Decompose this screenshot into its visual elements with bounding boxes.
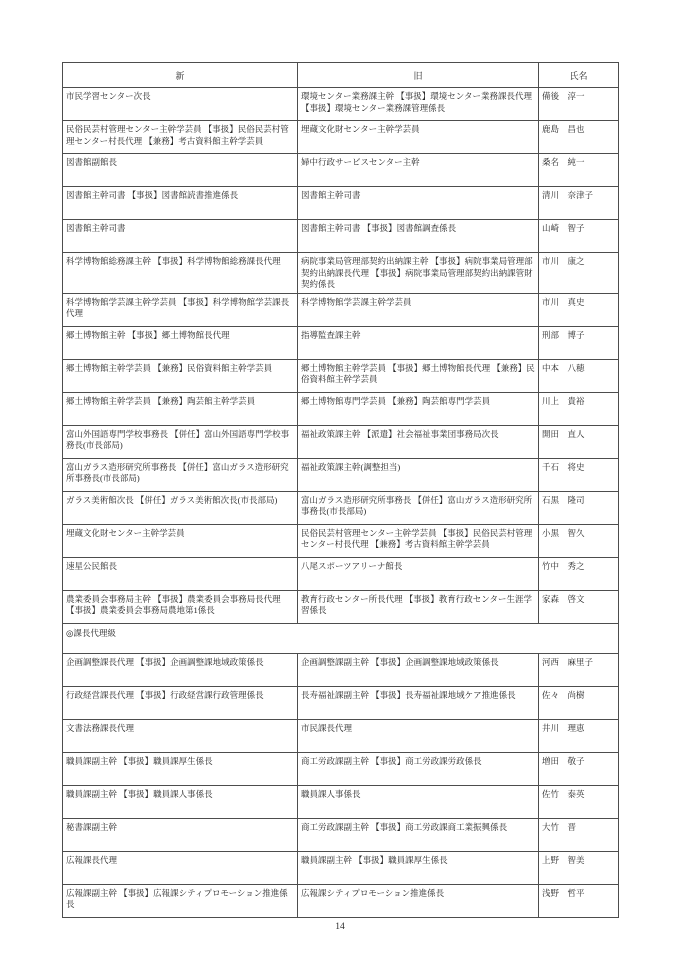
cell-new-position-container — [63, 154, 298, 187]
cell-new-position-container — [63, 220, 298, 253]
cell-person-name-container — [539, 719, 619, 752]
cell-new-position: 図書館副館長 — [66, 157, 118, 167]
cell-new-position: 広報課副主幹 【事扱】広報課シティプロモーション推進係長 — [66, 887, 288, 909]
cell-new-position-container — [63, 785, 298, 818]
cell-person-name: 上野 智美 — [542, 854, 585, 865]
page-number: 14 — [335, 922, 345, 932]
cell-new-position: 職員課副主幹 【事扱】職員課厚生係長 — [66, 755, 213, 766]
cell-old-position: 市民課長代理 — [301, 722, 353, 733]
cell-old-position: 教育行政センター所長代理 【事扱】教育行政センター生涯学習係長 — [301, 593, 532, 615]
cell-person-name-container — [539, 187, 619, 220]
cell-new-position: 図書館主幹司書 — [66, 223, 126, 233]
cell-person-name-container — [539, 884, 619, 917]
column-header-new: 新 — [63, 63, 298, 88]
cell-old-position-container — [298, 293, 539, 326]
cell-person-name: 河西 麻里子 — [542, 656, 594, 667]
cell-new-position: 埋蔵文化財センター主幹学芸員 — [66, 527, 185, 538]
cell-old-position-container — [298, 425, 539, 458]
cell-person-name: 増田 敬子 — [542, 755, 585, 766]
cell-person-name: 浅野 哲平 — [542, 887, 585, 898]
cell-old-position: 職員課副主幹 【事扱】職員課厚生係長 — [301, 854, 448, 865]
cell-person-name: 刑部 博子 — [542, 329, 585, 340]
cell-old-position-container — [298, 121, 539, 154]
cell-new-position-container — [63, 326, 298, 359]
cell-old-position-container — [298, 884, 539, 917]
table-row — [63, 154, 619, 187]
cell-new-position: 企画調整課長代理 【事扱】企画調整課地域政策係長 — [66, 656, 264, 667]
cell-old-position: 科学博物館学芸課主幹学芸員 — [301, 296, 412, 307]
column-header-name: 氏名 — [539, 63, 619, 88]
cell-new-position-container — [63, 392, 298, 425]
cell-person-name: 備後 淳一 — [542, 91, 585, 101]
cell-old-position-container — [298, 653, 539, 686]
cell-old-position-container — [298, 359, 539, 392]
cell-new-position-container — [63, 686, 298, 719]
cell-new-position: 郷土博物館主幹学芸員 【兼務】陶芸館主幹学芸員 — [66, 395, 256, 406]
cell-person-name-container — [539, 524, 619, 557]
cell-person-name-container — [539, 326, 619, 359]
cell-new-position: 民俗民芸村管理センター主幹学芸員 【事扱】民俗民芸村管理センター村長代理 【兼務】考古資料館主幹学芸員 — [66, 124, 289, 146]
cell-old-position: 福祉政策課主幹(調整担当) — [301, 461, 401, 472]
cell-new-position-container — [63, 253, 298, 294]
cell-old-position-container — [298, 686, 539, 719]
cell-person-name: 佐竹 泰英 — [542, 788, 585, 799]
cell-new-position-container — [63, 187, 298, 220]
cell-person-name: 山崎 智子 — [542, 223, 585, 233]
cell-new-position-container — [63, 491, 298, 524]
cell-old-position: 企画調整課副主幹 【事扱】企画調整課地域政策係長 — [301, 656, 499, 667]
cell-old-position-container — [298, 818, 539, 851]
cell-person-name: 鹿島 昌也 — [542, 124, 585, 134]
table-row — [63, 88, 619, 121]
table-row — [63, 392, 619, 425]
cell-old-position-container — [298, 524, 539, 557]
table-row — [63, 557, 619, 590]
cell-person-name-container — [539, 253, 619, 294]
table-row — [63, 884, 619, 917]
cell-new-position: 速星公民館長 — [66, 560, 118, 571]
table-row — [63, 326, 619, 359]
cell-person-name-container — [539, 491, 619, 524]
section-label: ◎課長代理級 — [66, 627, 116, 638]
cell-new-position-container — [63, 851, 298, 884]
cell-person-name: 千石 将史 — [542, 461, 585, 472]
cell-old-position: 郷土博物館専門学芸員 【兼務】陶芸館専門学芸員 — [301, 395, 491, 406]
cell-old-position: 婦中行政サービスセンター主幹 — [301, 157, 420, 167]
cell-old-position: 民俗民芸村管理センター主幹学芸員 【事扱】民俗民芸村管理センター村長代理 【兼務】考古資料館主幹学芸員 — [301, 527, 533, 549]
cell-new-position-container — [63, 121, 298, 154]
cell-old-position: 広報課シティプロモーション推進係長 — [301, 887, 445, 898]
table-row — [63, 253, 619, 294]
cell-person-name-container — [539, 293, 619, 326]
cell-new-position-container — [63, 557, 298, 590]
cell-person-name: 井川 理恵 — [542, 722, 585, 733]
cell-old-position: 商工労政課副主幹 【事扱】商工労政課労政係長 — [301, 755, 482, 766]
cell-new-position: 職員課副主幹 【事扱】職員課人事係長 — [66, 788, 213, 799]
cell-old-position: 図書館主幹司書 【事扱】図書館調査係長 — [301, 223, 457, 233]
table-row — [63, 719, 619, 752]
cell-new-position: 富山外国語専門学校事務長 【併任】富山外国語専門学校事務長(市長部局) — [66, 428, 290, 450]
cell-old-position: 指導監査課主幹 — [301, 329, 361, 340]
cell-old-position-container — [298, 590, 539, 623]
cell-old-position: 職員課人事係長 — [301, 788, 361, 799]
cell-old-position: 八尾スポーツアリーナ館長 — [301, 560, 403, 571]
cell-person-name-container — [539, 392, 619, 425]
cell-new-position: 郷土博物館主幹学芸員 【兼務】民俗資料館主幹学芸員 — [66, 362, 273, 373]
cell-new-position: 科学博物館総務課主幹 【事扱】科学博物館総務課長代理 — [66, 256, 281, 266]
table-row — [63, 785, 619, 818]
cell-person-name: 開田 直人 — [542, 428, 585, 439]
cell-old-position-container — [298, 458, 539, 491]
table-row — [63, 187, 619, 220]
cell-old-position: 富山ガラス造形研究所事務長 【併任】富山ガラス造形研究所事務長(市長部局) — [301, 494, 533, 516]
cell-person-name: 家森 啓文 — [542, 593, 585, 604]
cell-new-position-container — [63, 590, 298, 623]
cell-new-position: 行政経営課長代理 【事扱】行政経営課行政管理係長 — [66, 689, 264, 700]
cell-person-name: 中本 八穂 — [542, 362, 585, 373]
personnel-change-table — [62, 62, 619, 918]
section-header-row — [63, 623, 619, 653]
cell-old-position-container — [298, 785, 539, 818]
cell-new-position: 広報課長代理 — [66, 854, 118, 865]
cell-old-position-container — [298, 154, 539, 187]
cell-new-position: 富山ガラス造形研究所事務長 【併任】富山ガラス造形研究所事務長(市長部局) — [66, 461, 289, 483]
cell-person-name-container — [539, 220, 619, 253]
cell-old-position: 埋蔵文化財センター主幹学芸員 — [301, 124, 420, 134]
cell-person-name-container — [539, 88, 619, 121]
cell-old-position-container — [298, 557, 539, 590]
table-row — [63, 121, 619, 154]
cell-old-position: 郷土博物館主幹学芸員 【事扱】郷土博物館長代理 【兼務】民俗資料館主幹学芸員 — [301, 362, 535, 384]
cell-old-position: 図書館主幹司書 — [301, 190, 361, 200]
table-row — [63, 359, 619, 392]
cell-person-name-container — [539, 818, 619, 851]
cell-person-name-container — [539, 359, 619, 392]
cell-new-position-container — [63, 88, 298, 121]
cell-old-position: 長寿福祉課副主幹 【事扱】長寿福祉課地域ケア推進係長 — [301, 689, 516, 700]
cell-new-position-container — [63, 524, 298, 557]
column-header-old: 旧 — [298, 63, 539, 88]
cell-new-position-container — [63, 752, 298, 785]
table-row — [63, 686, 619, 719]
cell-person-name-container — [539, 851, 619, 884]
cell-person-name-container — [539, 590, 619, 623]
cell-new-position: 市民学習センター次長 — [66, 91, 151, 101]
cell-new-position-container — [63, 425, 298, 458]
cell-person-name-container — [539, 154, 619, 187]
cell-new-position-container — [63, 458, 298, 491]
cell-new-position-container — [63, 884, 298, 917]
cell-old-position-container — [298, 253, 539, 294]
cell-old-position-container — [298, 752, 539, 785]
cell-new-position-container — [63, 719, 298, 752]
cell-person-name: 竹中 秀之 — [542, 560, 585, 571]
cell-new-position-container — [63, 653, 298, 686]
cell-person-name: 市川 康之 — [542, 256, 585, 266]
cell-person-name: 小黒 智久 — [542, 527, 585, 538]
table-row — [63, 590, 619, 623]
table-row — [63, 818, 619, 851]
cell-new-position-container — [63, 818, 298, 851]
cell-person-name-container — [539, 458, 619, 491]
cell-old-position: 福祉政策課主幹 【派遣】社会福祉事業団事務局次長 — [301, 428, 499, 439]
cell-old-position: 環境センター業務課主幹 【事扱】環境センター業務課長代理 【事扱】環境センター業務課管理係長 — [301, 91, 532, 113]
cell-person-name-container — [539, 557, 619, 590]
table-header-row — [63, 63, 619, 88]
section-label-container — [63, 623, 619, 653]
table-row — [63, 752, 619, 785]
cell-person-name: 清川 奈津子 — [542, 190, 594, 200]
cell-old-position-container — [298, 88, 539, 121]
cell-person-name-container — [539, 121, 619, 154]
cell-person-name-container — [539, 752, 619, 785]
cell-new-position: 図書館主幹司書 【事扱】図書館読書推進係長 — [66, 190, 239, 200]
cell-person-name: 大竹 晋 — [542, 821, 577, 832]
table-row — [63, 220, 619, 253]
table-row — [63, 425, 619, 458]
table-row — [63, 491, 619, 524]
cell-new-position: 農業委員会事務局主幹 【事扱】農業委員会事務局長代理 【事扱】農業委員会事務局農地第1係長 — [66, 593, 281, 615]
cell-person-name-container — [539, 425, 619, 458]
cell-old-position: 病院事業局管理部契約出納課主幹 【事扱】病院事業局管理部契約出納課長代理 【事扱】病院事業局管理部契約出納課管財契約係長 — [301, 256, 533, 289]
table-row — [63, 458, 619, 491]
cell-old-position-container — [298, 187, 539, 220]
cell-person-name-container — [539, 785, 619, 818]
cell-person-name: 川上 貴裕 — [542, 395, 585, 406]
cell-new-position: ガラス美術館次長 【併任】ガラス美術館次長(市長部局) — [66, 494, 278, 505]
cell-old-position: 商工労政課副主幹 【事扱】商工労政課商工業振興係長 — [301, 821, 508, 832]
cell-new-position-container — [63, 359, 298, 392]
cell-person-name-container — [539, 653, 619, 686]
cell-old-position-container — [298, 392, 539, 425]
cell-person-name: 桑名 純一 — [542, 157, 585, 167]
cell-old-position-container — [298, 851, 539, 884]
table-row — [63, 293, 619, 326]
cell-person-name: 佐々 尚樹 — [542, 689, 585, 700]
cell-old-position-container — [298, 220, 539, 253]
table-body — [63, 88, 619, 918]
cell-new-position: 秘書課副主幹 — [66, 821, 118, 832]
table-row — [63, 653, 619, 686]
cell-old-position-container — [298, 491, 539, 524]
table-row — [63, 524, 619, 557]
cell-new-position: 郷土博物館主幹 【事扱】郷土博物館長代理 — [66, 329, 230, 340]
cell-new-position: 科学博物館学芸課主幹学芸員 【事扱】科学博物館学芸課長代理 — [66, 296, 290, 318]
cell-person-name-container — [539, 686, 619, 719]
cell-person-name: 市川 真史 — [542, 296, 585, 307]
cell-old-position-container — [298, 326, 539, 359]
table-row — [63, 851, 619, 884]
cell-old-position-container — [298, 719, 539, 752]
cell-new-position: 文書法務課長代理 — [66, 722, 135, 733]
cell-person-name: 石黒 隆司 — [542, 494, 585, 505]
cell-new-position-container — [63, 293, 298, 326]
